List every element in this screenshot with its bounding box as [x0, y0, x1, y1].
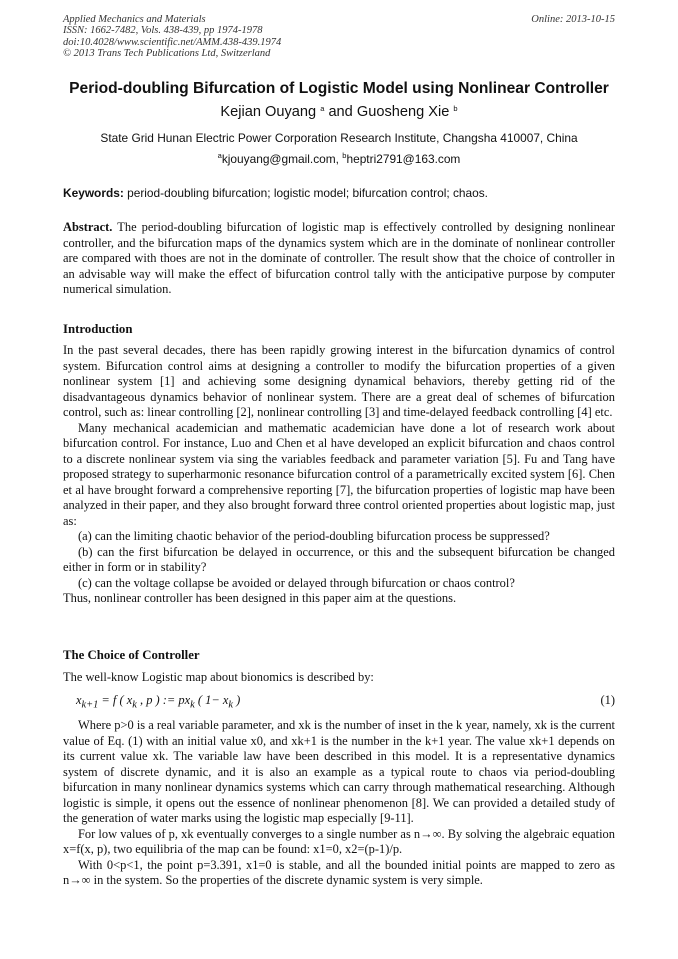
email-2-marker: b	[342, 151, 347, 160]
eq-lhs-sub: k+1	[81, 699, 99, 711]
online-date: Online: 2013-10-15	[531, 14, 615, 25]
intro-closing: Thus, nonlinear controller has been designed in this paper aim at the questions.	[63, 591, 457, 605]
author-line	[40, 104, 638, 120]
eq-sub-3: k	[228, 699, 233, 711]
abstract-label: Abstract.	[63, 220, 113, 234]
issn-line: ISSN: 1662-7482, Vols. 438-439, pp 1974-1978	[63, 25, 263, 37]
eq-part-1: = f ( x	[98, 693, 133, 707]
copyright-line: © 2013 Trans Tech Publications Ltd, Switzerland	[63, 47, 271, 59]
abstract-text: The period-doubling bifurcation of logistic map is effectively controlled by designing nonlinear controller, and the bifurcation maps of the dynamics system which are in the dominate of nonlinear controller are compared with thoes are not in the dominate of controller. The result show that the choice of controller in an advisable way will make the effect of bifurcation control tally with the anticipative purpose by computer numerical simulation.	[63, 220, 615, 296]
email-2: heptri2791@163.com	[346, 152, 461, 166]
email-line	[40, 152, 638, 166]
paper-title: Period-doubling Bifurcation of Logistic Model using Nonlinear Controller	[69, 80, 609, 97]
author-conjunction: and	[324, 104, 357, 120]
choice-paragraph-3: For low values of p, xk eventually converges to a single number as n→∞. By solving the algebraic equation x=f(x, p), two equilibria of the map can be found: x1=0, x2=(p-1)/p.	[63, 826, 615, 856]
author-2: Guosheng Xie	[356, 104, 450, 120]
eq-part-4: )	[233, 693, 241, 707]
choice-paragraph-2: Where p>0 is a real variable parameter, and xk is the number of inset in the k year, namely, xk is the current value of Eq. (1) with an initial value x0, and xk+1 is the number in the k+1 year. The value xk+1 depends on its current value xk. The variable law have been described in this model. It is a representative dynamics system of discrete dynamic, and it is also an example as a typical route to chaos via period-doubling bifurcation in many nonlinear dynamics systems which can carry through mathematical researching. Although logistic is simple, it opens out the essence of nonlinear phenomenon [8]. We can provided a detailed study of the generation of water marks using the logistic map especially [9-11].	[63, 718, 615, 825]
eq-sub-2: k	[190, 699, 195, 711]
eq-lhs: x	[76, 693, 82, 707]
eq-part-2: , p ) := px	[136, 693, 191, 707]
question-a: (a) can the limiting chaotic behavior of the period-doubling bifurcation process be suppressed?	[78, 529, 550, 543]
keywords-text: period-doubling bifurcation; logistic model; bifurcation control; chaos.	[123, 186, 488, 200]
eq-sub-1: k	[132, 699, 137, 711]
author-1-marker: a	[320, 104, 325, 113]
keywords	[63, 186, 623, 200]
choice-body	[63, 718, 615, 889]
abstract	[63, 220, 615, 298]
choice-intro	[63, 670, 615, 686]
journal-name: Applied Mechanics and Materials	[63, 14, 206, 25]
equation-number: (1)	[600, 693, 615, 707]
email-1-marker: a	[217, 151, 222, 160]
equation-1	[76, 693, 615, 710]
question-b: (b) can the first bifurcation be delayed in occurrence, or this and the subsequent bifurcation be changed either in form or in stability?	[63, 544, 615, 574]
choice-paragraph-1: The well-know Logistic map about bionomics is described by:	[63, 670, 374, 684]
introduction-heading: Introduction	[63, 322, 133, 336]
author-2-marker: b	[453, 104, 458, 113]
affiliation: State Grid Hunan Electric Power Corporation Research Institute, Changsha 410007, China	[100, 131, 578, 145]
choice-paragraph-4: With 0<p<1, the point p=3.391, x1=0 is stable, and all the bounded initial points are mapped to zero as n→∞ in the system. So the properties of the discrete dynamic system is very simple.	[63, 857, 615, 887]
choice-heading: The Choice of Controller	[63, 648, 200, 662]
journal-header	[63, 14, 615, 59]
eq-part-3: ( 1− x	[194, 693, 229, 707]
email-1: kjouyang@gmail.com,	[221, 152, 343, 166]
question-c: (c) can the voltage collapse be avoided or delayed through bifurcation or chaos control?	[78, 575, 515, 590]
keywords-label: Keywords:	[63, 186, 124, 200]
introduction-body	[63, 343, 615, 607]
intro-paragraph-2: Many mechanical academician and mathematic academician have done a lot of research work about bifurcation control. For instance, Luo and Chen et al have developed an explicit bifurcation and chaos control to a discrete nonlinear system via sing the variables feedback and parameter variation [5]. Fu and Tang have proposed strategy to superharmonic resonance bifurcation control of a parametrically excited system [6]. Chen et al have brought forward a comprehensive reporting [7], the bifurcation properties of logistic map have been analyzed in their paper, and they also brought forward three control oriented properties about logistic map, just as:	[63, 420, 615, 528]
author-1: Kejian Ouyang	[220, 104, 317, 120]
doi-line: doi:10.4028/www.scientific.net/AMM.438-439.1974	[63, 36, 282, 48]
intro-paragraph-1: In the past several decades, there has been rapidly growing interest in the bifurcation dynamics of control system. Bifurcation control aims at designing a controller to modify the bifurcation properties of a given nonlinear system [1] and achieving some designing dynamical behaviors, thereby getting rid of the disadvantageous dynamics behavior of nonlinear system. There are a great deal of schemes of bifurcation control, such as: linear controlling [2], nonlinear controlling [3] and time-delayed feedback controlling [4] etc.	[63, 343, 615, 419]
